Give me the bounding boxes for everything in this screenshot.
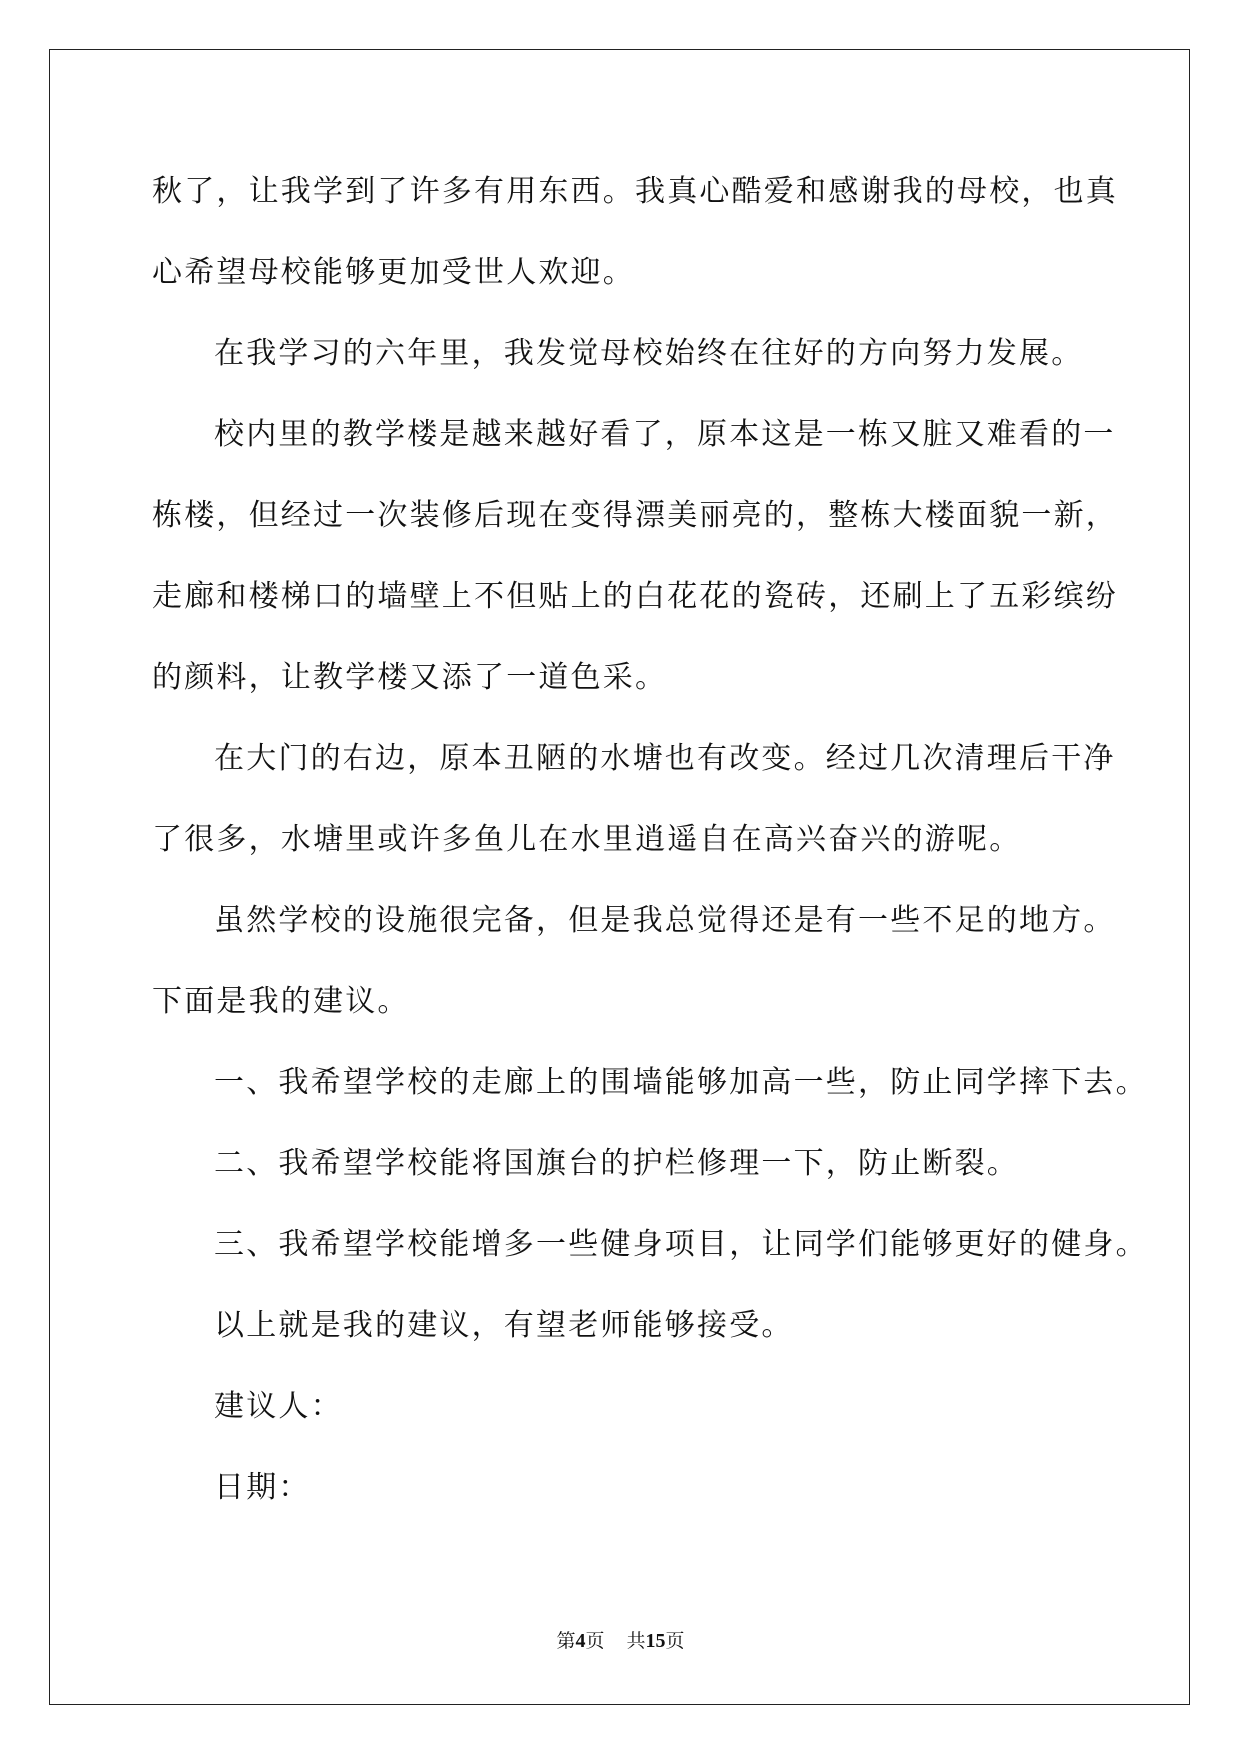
current-page-number: 4 xyxy=(575,1630,586,1652)
text-line: 了很多，水塘里或许多鱼儿在水里逍遥自在高兴奋兴的游呢。 xyxy=(152,822,1022,857)
text-line: 的颜料，让教学楼又添了一道色采。 xyxy=(152,660,668,695)
text-line: 走廊和楼梯口的墙壁上不但贴上的白花花的瓷砖，还刷上了五彩缤纷 xyxy=(152,579,1118,614)
paragraph-line: 在大门的右边，原本丑陋的水塘也有改变。经过几次清理后干净 xyxy=(214,741,1116,776)
text-line: 栋楼，但经过一次装修后现在变得漂美丽亮的，整栋大楼面貌一新， xyxy=(152,498,1118,533)
signature-label: 建议人： xyxy=(214,1389,343,1424)
total-prefix: 共 xyxy=(626,1630,646,1652)
text-line: 下面是我的建议。 xyxy=(152,984,410,1019)
text-line: 心希望母校能够更加受世人欢迎。 xyxy=(152,255,635,290)
text-line: 秋了，让我学到了许多有用东西。我真心酷爱和感谢我的母校，也真 xyxy=(152,174,1118,209)
closing-line: 以上就是我的建议，有望老师能够接受。 xyxy=(214,1308,794,1343)
page-unit: 页 xyxy=(585,1630,605,1652)
date-label: 日期： xyxy=(214,1470,311,1505)
total-page-number: 15 xyxy=(645,1630,666,1652)
paragraph-line: 虽然学校的设施很完备，但是我总觉得还是有一些不足的地方。 xyxy=(214,903,1116,938)
page-prefix: 第 xyxy=(556,1630,576,1652)
document-body xyxy=(152,162,1148,1539)
suggestion-item: 三、我希望学校能增多一些健身项目，让同学们能够更好的健身。 xyxy=(214,1227,1148,1262)
total-unit: 页 xyxy=(665,1630,685,1652)
suggestion-item: 二、我希望学校能将国旗台的护栏修理一下，防止断裂。 xyxy=(214,1146,1019,1181)
suggestion-item: 一、我希望学校的走廊上的围墙能够加高一些，防止同学摔下去。 xyxy=(214,1065,1148,1100)
paragraph-line: 校内里的教学楼是越来越好看了，原本这是一栋又脏又难看的一 xyxy=(214,417,1116,452)
page-footer xyxy=(0,1626,1241,1653)
paragraph-line: 在我学习的六年里，我发觉母校始终在往好的方向努力发展。 xyxy=(214,336,1084,371)
